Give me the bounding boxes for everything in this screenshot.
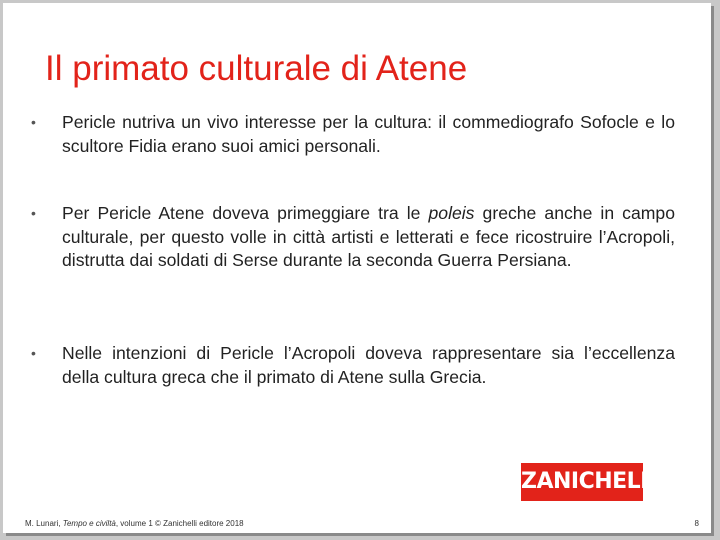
- bullet-text: Nelle intenzioni di Pericle l’Acropoli doveva rappresentare sia l’eccellenza della cultura greca che il primato di Atene sulla Grecia.: [62, 343, 675, 387]
- bullet-dot: •: [31, 345, 36, 361]
- page-number: 8: [694, 519, 699, 528]
- footer-copyright: , volume 1 © Zanichelli editore 2018: [115, 519, 244, 528]
- bullet-item: [31, 342, 675, 389]
- bullet-dot: •: [31, 114, 36, 130]
- bullet-text: [62, 202, 675, 273]
- bullet-item: [31, 202, 675, 273]
- footer-credit: [25, 519, 244, 528]
- footer-book-title: Tempo e civiltà: [62, 519, 116, 528]
- bullet-text-part: Per Pericle Atene doveva primeggiare tra le: [62, 203, 429, 223]
- zanichelli-logo: ZANICHELLI: [521, 463, 643, 501]
- slide: [3, 3, 711, 533]
- slide-title: Il primato culturale di Atene: [45, 49, 468, 88]
- bullet-text: Pericle nutriva un vivo interesse per la cultura: il commediografo Sofocle e lo scultore Fidia erano suoi amici personali.: [62, 112, 675, 156]
- bullet-dot: •: [31, 205, 36, 221]
- bullet-emphasis: poleis: [428, 203, 475, 223]
- footer-author: M. Lunari,: [25, 519, 63, 528]
- bullet-item: [31, 111, 675, 158]
- bullet-text-part: greche anche in campo culturale, per questo volle in città artisti e letterati e fece ricostruire l’Acropoli, distrutta dai soldati di Serse durante la seconda Guerra Persiana.: [62, 203, 675, 270]
